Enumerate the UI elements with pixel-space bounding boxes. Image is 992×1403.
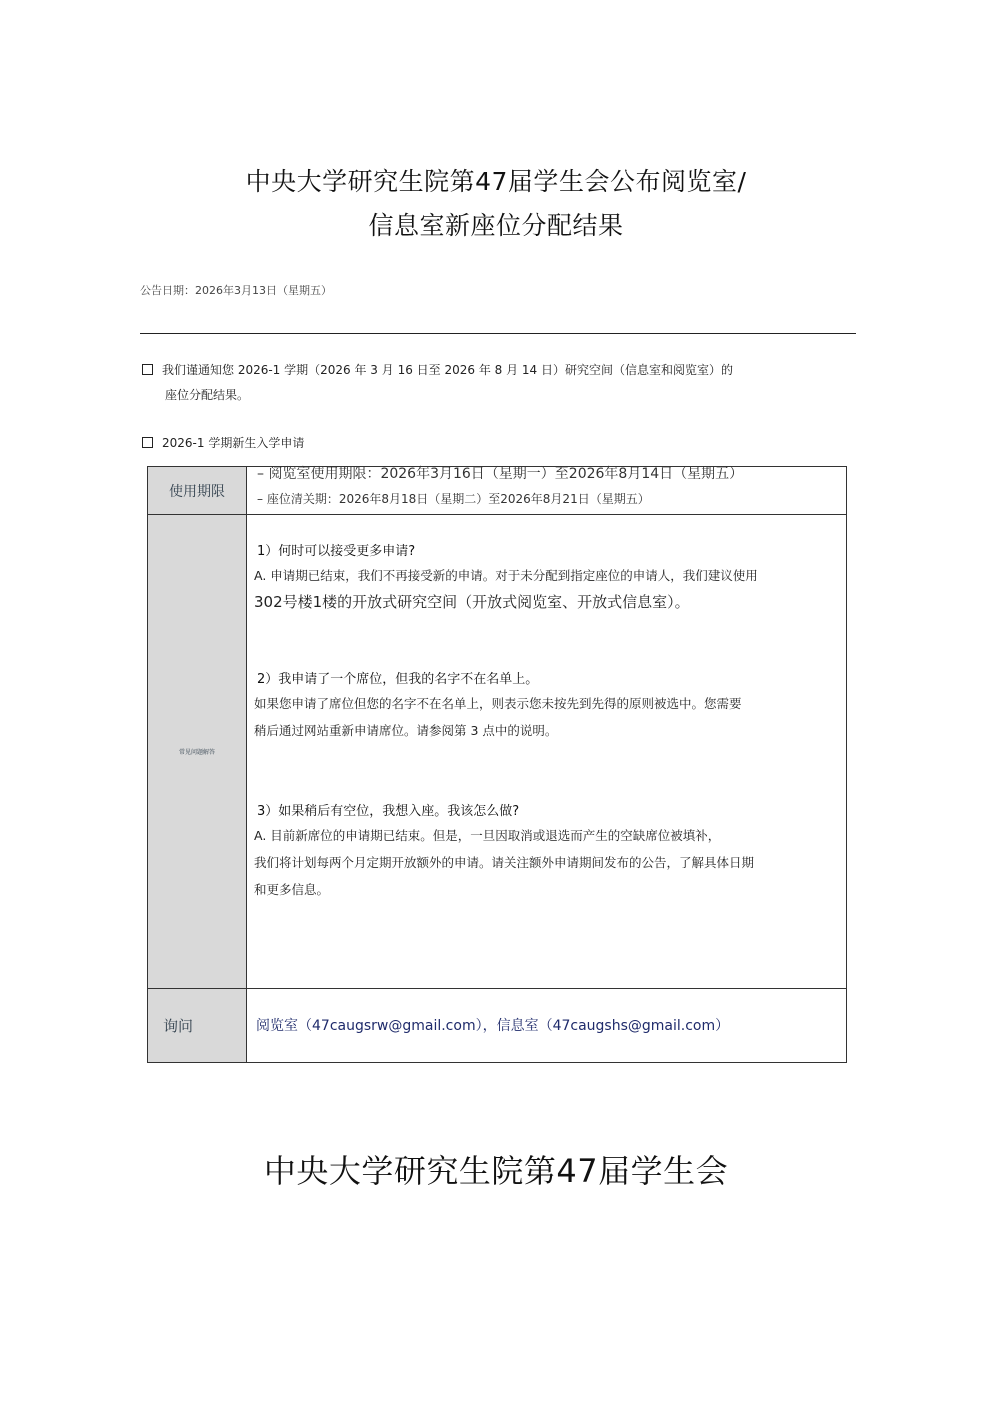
notice-line1: 我们谨通知您 2026-1 学期（2026 年 3 月 16 日至 2026 年 8 月 14 日）研究空间（信息室和阅览室）的: [162, 363, 733, 377]
checkbox-icon: [142, 364, 153, 375]
contact-emails[interactable]: 阅览室（47caugsrw@gmail.com），信息室（47caugshs@gmail.com）: [247, 988, 847, 1062]
section-heading: [142, 432, 304, 454]
faq-answer-1-line1: A. 申请期已结束，我们不再接受新的申请。对于未分配到指定座位的申请人，我们建议使用: [254, 568, 758, 584]
faq-cell: [247, 515, 847, 989]
period-line2: – 座位清关期：2026年8月18日（星期二）至2026年8月21日（星期五）: [257, 492, 650, 506]
contact-row: [148, 988, 847, 1062]
faq-row: [148, 515, 847, 989]
period-row: [148, 467, 847, 515]
organization-footer: 中央大学研究生院第47届学生会: [263, 1152, 729, 1190]
faq-label: 常见问题解答: [148, 515, 247, 989]
page-title-line2: 信息室新座位分配结果: [368, 211, 624, 240]
faq-answer-3-line3: 和更多信息。: [254, 882, 330, 898]
faq-answer-2-line1: 如果您申请了席位但您的名字不在名单上，则表示您未按先到先得的原则被选中。您需要: [254, 696, 742, 712]
faq-answer-3-line2: 我们将计划每两个月定期开放额外的申请。请关注额外申请期间发布的公告，了解具体日期: [254, 855, 755, 871]
page-title-line1: 中央大学研究生院第47届学生会公布阅览室/: [245, 167, 747, 196]
faq-answer-1-line2: 302号楼1楼的开放式研究空间（开放式阅览室、开放式信息室）。: [254, 593, 690, 612]
faq-answer-2-line2: 稍后通过网站重新申请席位。请参阅第 3 点中的说明。: [254, 723, 558, 739]
period-cell: [247, 467, 847, 515]
faq-question-2: 2）我申请了一个席位，但我的名字不在名单上。: [257, 672, 539, 688]
section-title: 2026-1 学期新生入学申请: [162, 436, 305, 450]
contact-label: 询问: [148, 988, 247, 1062]
announcement-date: 公告日期：2026年3月13日（星期五）: [140, 284, 332, 297]
info-table: [147, 466, 847, 1063]
checkbox-icon: [142, 437, 153, 448]
faq-question-1: 1）何时可以接受更多申请?: [257, 544, 416, 560]
notice-line2: 座位分配结果。: [165, 388, 250, 402]
period-line1: – 阅览室使用期限：2026年3月16日（星期一）至2026年8月14日（星期五）: [257, 466, 744, 482]
notice-intro: [142, 359, 733, 381]
period-label: 使用期限: [148, 467, 247, 515]
faq-question-3: 3）如果稍后有空位，我想入座。我该怎么做?: [257, 804, 520, 820]
divider: [140, 333, 856, 334]
faq-answer-3-line1: A. 目前新席位的申请期已结束。但是，一旦因取消或退选而产生的空缺席位被填补，: [254, 828, 721, 844]
